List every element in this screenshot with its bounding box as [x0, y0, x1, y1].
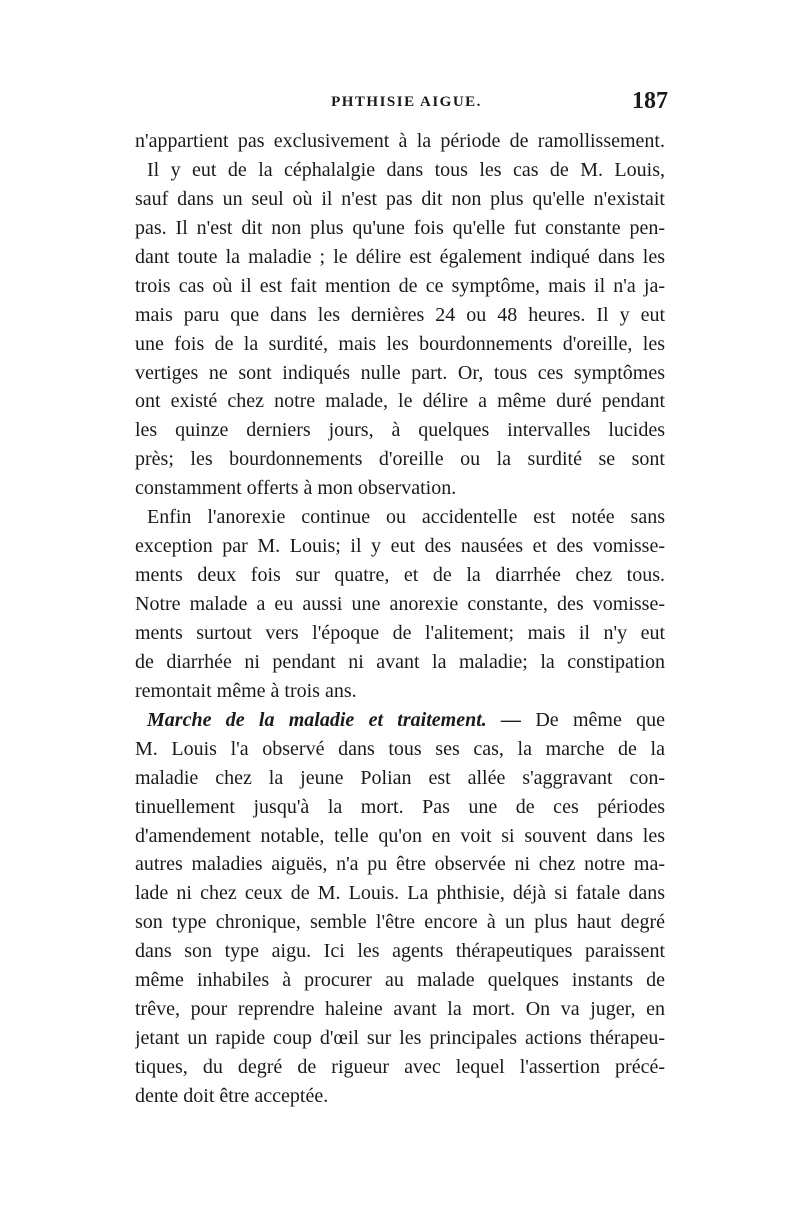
page-header	[145, 88, 668, 124]
text-line: pas. Il n'est dit non plus qu'une fois qu'elle fut constante pen-	[135, 216, 665, 239]
text-line: autres maladies aiguës, n'a pu être observée ni chez notre ma-	[135, 853, 665, 876]
text-line: vertiges ne sont indiqués nulle part. Or, tous ces symptômes	[135, 361, 665, 384]
text-line: dente doit être acceptée.	[135, 1084, 329, 1107]
text-line: d'amendement notable, telle qu'on en voit si souvent dans les	[135, 824, 665, 847]
text-line: ments deux fois sur quatre, et de la diarrhée chez tous.	[135, 564, 665, 587]
section-line	[135, 706, 665, 735]
page-number: 187	[632, 88, 668, 114]
section-title: Marche de la maladie et traitement. —	[147, 708, 522, 731]
text-line: lade ni chez ceux de M. Louis. La phthisie, déjà si fatale dans	[135, 882, 665, 905]
text-line: sauf dans un seul où il n'est pas dit non plus qu'elle n'existait	[135, 187, 665, 210]
text-line: constamment offerts à mon observation.	[135, 477, 457, 500]
text-line: Il y eut de la céphalalgie dans tous les cas de M. Louis,	[147, 158, 665, 181]
running-head: PHTHISIE AIGUE.	[331, 94, 482, 110]
text-line: Notre malade a eu aussi une anorexie constante, des vomisse-	[135, 593, 665, 615]
text-line: même inhabiles à procurer au malade quelques instants de	[135, 969, 665, 992]
text-line: M. Louis l'a observé dans tous ses cas, la marche de la	[135, 737, 665, 760]
text-line: remontait même à trois ans.	[135, 679, 357, 702]
text-line: exception par M. Louis; il y eut des nausées et des vomisse-	[135, 535, 665, 558]
text-line: les quinze derniers jours, à quelques intervalles lucides	[135, 419, 665, 442]
text-line: une fois de la surdité, mais les bourdonnements d'oreille, les	[135, 332, 665, 355]
text-line: trêve, pour reprendre haleine avant la mort. On va juger, en	[135, 998, 665, 1021]
text-line: Enfin l'anorexie continue ou accidentelle est notée sans	[147, 506, 665, 529]
text-line: trois cas où il est fait mention de ce symptôme, mais il n'a ja-	[135, 274, 665, 297]
text-line: tiques, du degré de rigueur avec lequel l'assertion précé-	[135, 1056, 665, 1078]
text-line: ments surtout vers l'époque de l'alitement; mais il n'y eut	[135, 621, 665, 644]
text-line: de diarrhée ni pendant ni avant la maladie; la constipation	[135, 650, 665, 673]
body-text	[135, 127, 665, 1111]
text-line: dant toute la maladie ; le délire est également indiqué dans les	[135, 245, 665, 268]
text-line: son type chronique, semble l'être encore à un plus haut degré	[135, 911, 665, 934]
text-line: mais paru que dans les dernières 24 ou 48 heures. Il y eut	[135, 303, 665, 326]
text-line: jetant un rapide coup d'œil sur les principales actions thérapeu-	[135, 1027, 665, 1050]
text-line: dans son type aigu. Ici les agents thérapeutiques paraissent	[135, 940, 665, 963]
text-line: n'appartient pas exclusivement à la période de ramollissement.	[135, 130, 665, 152]
text-segment: De même que	[535, 708, 665, 731]
text-line: maladie chez la jeune Polian est allée s'aggravant con-	[135, 766, 665, 789]
text-line: près; les bourdonnements d'oreille ou la surdité se sont	[135, 448, 665, 471]
text-line: ont existé chez notre malade, le délire a même duré pendant	[135, 390, 665, 413]
text-line: tinuellement jusqu'à la mort. Pas une de ces périodes	[135, 795, 665, 818]
